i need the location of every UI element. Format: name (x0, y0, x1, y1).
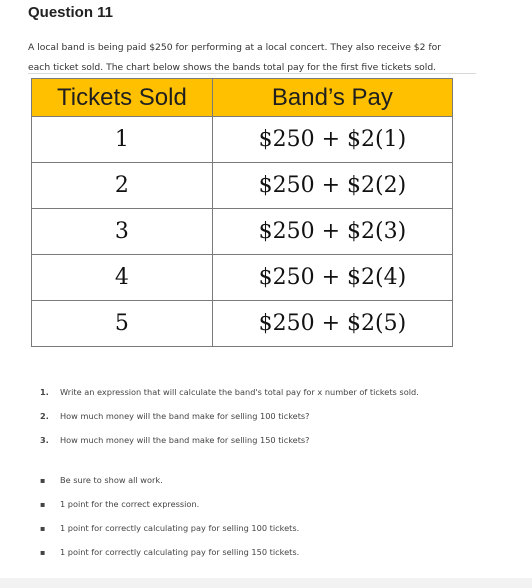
list-item (28, 407, 498, 431)
tickets-cell: 4 (32, 255, 213, 301)
table-row (32, 117, 453, 163)
pay-cell: $250 + $2(3) (212, 209, 452, 255)
tickets-cell: 3 (32, 209, 213, 255)
bullet-icon: ▪ (40, 500, 46, 509)
tickets-cell: 1 (32, 117, 213, 163)
bullet-icon: ▪ (40, 548, 46, 557)
bottom-bar (0, 578, 532, 588)
question-text: Write an expression that will calculate the band's total pay for x number of tickets sold. (60, 387, 419, 397)
table-header-row (32, 79, 453, 117)
question-text: How much money will the band make for selling 150 tickets? (60, 435, 310, 445)
pay-cell: $250 + $2(2) (212, 163, 452, 209)
question-text: How much money will the band make for selling 100 tickets? (60, 411, 310, 421)
bullet-icon: ▪ (40, 524, 46, 533)
list-item (28, 519, 498, 543)
note-text: 1 point for the correct expression. (60, 499, 200, 509)
header-bands-pay: Band’s Pay (212, 79, 452, 117)
divider (28, 73, 476, 74)
list-item (28, 543, 498, 567)
pay-cell: $250 + $2(4) (212, 255, 452, 301)
band-pay-table (31, 78, 453, 347)
grading-notes-list (28, 471, 498, 567)
questions-list (28, 383, 498, 455)
tickets-cell: 2 (32, 163, 213, 209)
list-item (28, 383, 498, 407)
table-row (32, 255, 453, 301)
intro-line-2: each ticket sold. The chart below shows the bands total pay for the first five tickets sold. (28, 62, 437, 73)
list-number: 2. (40, 411, 49, 421)
note-text: Be sure to show all work. (60, 475, 163, 485)
note-text: 1 point for correctly calculating pay for selling 150 tickets. (60, 547, 300, 557)
list-number: 1. (40, 387, 49, 397)
list-item (28, 431, 498, 455)
question-title: Question 11 (28, 4, 114, 21)
list-item (28, 471, 498, 495)
note-text: 1 point for correctly calculating pay for selling 100 tickets. (60, 523, 300, 533)
table-row (32, 163, 453, 209)
pay-cell: $250 + $2(1) (212, 117, 452, 163)
table-row (32, 301, 453, 347)
list-item (28, 495, 498, 519)
pay-cell: $250 + $2(5) (212, 301, 452, 347)
table-row (32, 209, 453, 255)
intro-line-1: A local band is being paid $250 for performing at a local concert. They also receive $2 for (28, 42, 442, 53)
bullet-icon: ▪ (40, 476, 46, 485)
tickets-cell: 5 (32, 301, 213, 347)
list-number: 3. (40, 435, 49, 445)
header-tickets-sold: Tickets Sold (32, 79, 213, 117)
question-intro (28, 38, 498, 78)
